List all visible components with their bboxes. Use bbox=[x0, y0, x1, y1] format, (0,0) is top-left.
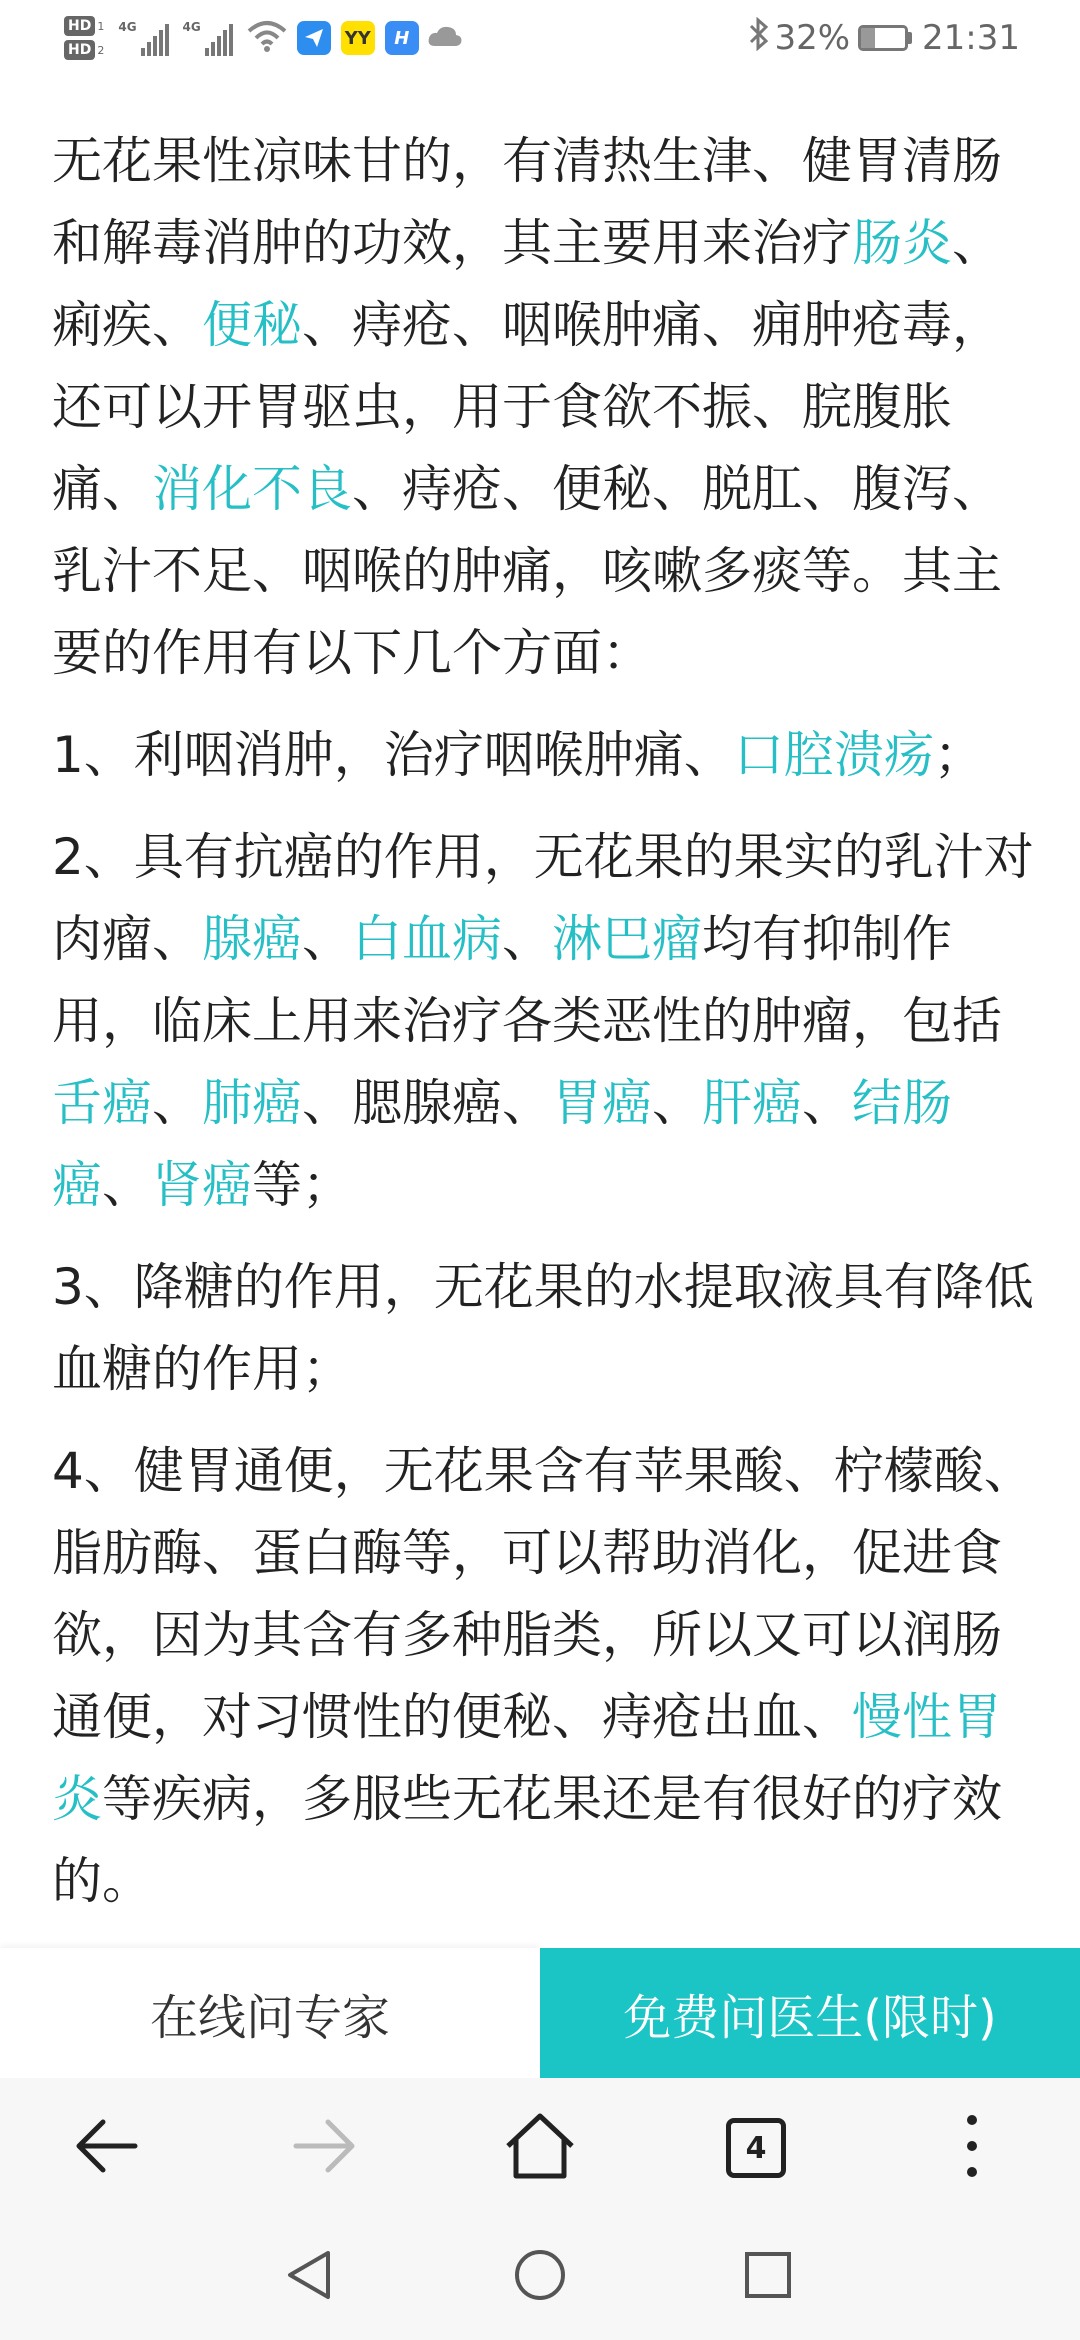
link-colon-cancer[interactable]: 结肠癌 bbox=[52, 1074, 952, 1214]
nav-recents-icon bbox=[743, 2250, 793, 2304]
home-icon bbox=[504, 2112, 576, 2184]
text-span: ； bbox=[933, 726, 984, 784]
home-button[interactable] bbox=[500, 2108, 580, 2188]
status-bar-left bbox=[64, 8, 463, 68]
link-stomach-cancer[interactable]: 胃癌 bbox=[552, 1074, 652, 1132]
text-span: 无花果性凉味甘的，有清热生津、健胃清肠和解毒消肿的功效，其主要用来治疗 bbox=[52, 132, 1002, 272]
text-span: 、 bbox=[152, 1074, 202, 1132]
link-kidney-cancer[interactable]: 肾癌 bbox=[152, 1156, 252, 1214]
back-arrow-icon bbox=[75, 2118, 139, 2178]
battery-percent: 32% bbox=[774, 18, 851, 58]
tabs-button[interactable] bbox=[716, 2108, 796, 2188]
hd-badge-2: HD bbox=[64, 40, 95, 60]
signal-strength-icon-2 bbox=[183, 20, 233, 56]
tabs-icon bbox=[726, 2118, 786, 2178]
link-chronic-gastritis[interactable]: 慢性胃炎 bbox=[52, 1688, 1002, 1828]
system-navigation-bar bbox=[0, 2218, 1080, 2340]
text-span: 3、降糖的作用，无花果的水提取液具有降低血糖的作用； bbox=[52, 1258, 1034, 1398]
text-span: 、痔疮、便秘、脱肛、腹泻、乳汁不足、咽喉的肿痛，咳嗽多痰等。其主要的作用有以下几个方面： bbox=[52, 460, 1002, 682]
paragraph-point-4 bbox=[52, 1430, 1034, 1922]
hd-indicator-1 bbox=[64, 16, 104, 36]
nav-back-button[interactable] bbox=[274, 2242, 344, 2312]
status-bar-right bbox=[748, 8, 1020, 68]
ask-expert-online-button[interactable]: 在线问专家 bbox=[0, 1948, 540, 2078]
consult-action-bar bbox=[0, 1948, 1080, 2078]
text-span: 、痢疾、 bbox=[52, 214, 1002, 354]
forward-arrow-icon bbox=[292, 2118, 356, 2178]
signal-strength-icon-1 bbox=[118, 20, 168, 56]
back-button[interactable] bbox=[67, 2108, 147, 2188]
paragraph-point-2 bbox=[52, 816, 1034, 1226]
clock: 21:31 bbox=[922, 18, 1020, 58]
yy-app-icon: YY bbox=[341, 21, 375, 55]
nav-recents-button[interactable] bbox=[733, 2242, 803, 2312]
paragraph-point-1 bbox=[52, 714, 1034, 796]
link-indigestion[interactable]: 消化不良 bbox=[152, 460, 352, 518]
wifi-icon bbox=[247, 19, 287, 57]
network-type-label-1: 4G bbox=[118, 20, 137, 34]
link-lung-cancer[interactable]: 肺癌 bbox=[202, 1074, 302, 1132]
text-span: 、 bbox=[102, 1156, 152, 1214]
text-span: 1、利咽消肿，治疗咽喉肿痛、 bbox=[52, 726, 734, 784]
cloud-icon bbox=[427, 24, 463, 52]
text-span: 、 bbox=[302, 910, 352, 968]
battery-icon bbox=[858, 25, 912, 51]
hd-sub-1: 1 bbox=[97, 19, 105, 33]
forward-button[interactable] bbox=[284, 2108, 364, 2188]
link-tongue-cancer[interactable]: 舌癌 bbox=[52, 1074, 152, 1132]
text-span: 均有抑制作用，临床上用来治疗各类恶性的肿瘤，包括 bbox=[52, 910, 1002, 1050]
text-span: 、 bbox=[502, 910, 552, 968]
browser-toolbar bbox=[0, 2078, 1080, 2218]
link-leukemia[interactable]: 白血病 bbox=[352, 910, 502, 968]
text-span: 2、具有抗癌的作用，无花果的果实的乳汁对肉瘤、 bbox=[52, 828, 1034, 968]
link-liver-cancer[interactable]: 肝癌 bbox=[702, 1074, 802, 1132]
more-menu-button[interactable] bbox=[932, 2108, 1012, 2188]
text-span: 等疾病，多服些无花果还是有很好的疗效的。 bbox=[52, 1770, 1002, 1910]
text-span: 4、健胃通便，无花果含有苹果酸、柠檬酸、脂肪酶、蛋白酶等，可以帮助消化，促进食欲，因为其含有多种脂类，所以又可以润肠通便，对习惯性的便秘、痔疮出血、 bbox=[52, 1442, 1034, 1746]
link-adenocarcinoma[interactable]: 腺癌 bbox=[202, 910, 302, 968]
text-span: 、 bbox=[802, 1074, 852, 1132]
bluetooth-icon bbox=[748, 17, 770, 60]
paragraph-intro bbox=[52, 120, 1034, 694]
battery-level-fill bbox=[861, 28, 875, 48]
paragraph-point-3 bbox=[52, 1246, 1034, 1410]
status-bar bbox=[0, 0, 1080, 78]
hd-indicator-2 bbox=[64, 40, 104, 60]
text-span: 、 bbox=[652, 1074, 702, 1132]
tabs-count: 4 bbox=[745, 2130, 767, 2166]
nav-home-button[interactable] bbox=[505, 2242, 575, 2312]
nav-back-icon bbox=[284, 2247, 334, 2307]
link-oral-ulcer[interactable]: 口腔溃疡 bbox=[733, 726, 934, 784]
network-type-label-2: 4G bbox=[182, 20, 201, 34]
free-ask-doctor-button[interactable]: 免费问医生(限时) bbox=[540, 1948, 1080, 2078]
text-span: 等； bbox=[252, 1156, 352, 1214]
h-app-icon: H bbox=[385, 21, 419, 55]
text-span: 、痔疮、咽喉肿痛、痈肿疮毒，还可以开胃驱虫，用于食欲不振、脘腹胀痛、 bbox=[52, 296, 1002, 518]
text-span: 、腮腺癌、 bbox=[302, 1074, 552, 1132]
nav-home-icon bbox=[512, 2247, 568, 2307]
hd-sub-2: 2 bbox=[97, 43, 105, 57]
paper-plane-app-icon bbox=[297, 21, 331, 55]
hd-badge-1: HD bbox=[64, 16, 95, 36]
more-vertical-icon bbox=[962, 2112, 982, 2184]
article-body bbox=[52, 120, 1034, 1942]
link-constipation[interactable]: 便秘 bbox=[202, 296, 302, 354]
link-lymphoma[interactable]: 淋巴瘤 bbox=[552, 910, 702, 968]
link-enteritis[interactable]: 肠炎 bbox=[852, 214, 952, 272]
hd-indicators bbox=[64, 16, 104, 60]
